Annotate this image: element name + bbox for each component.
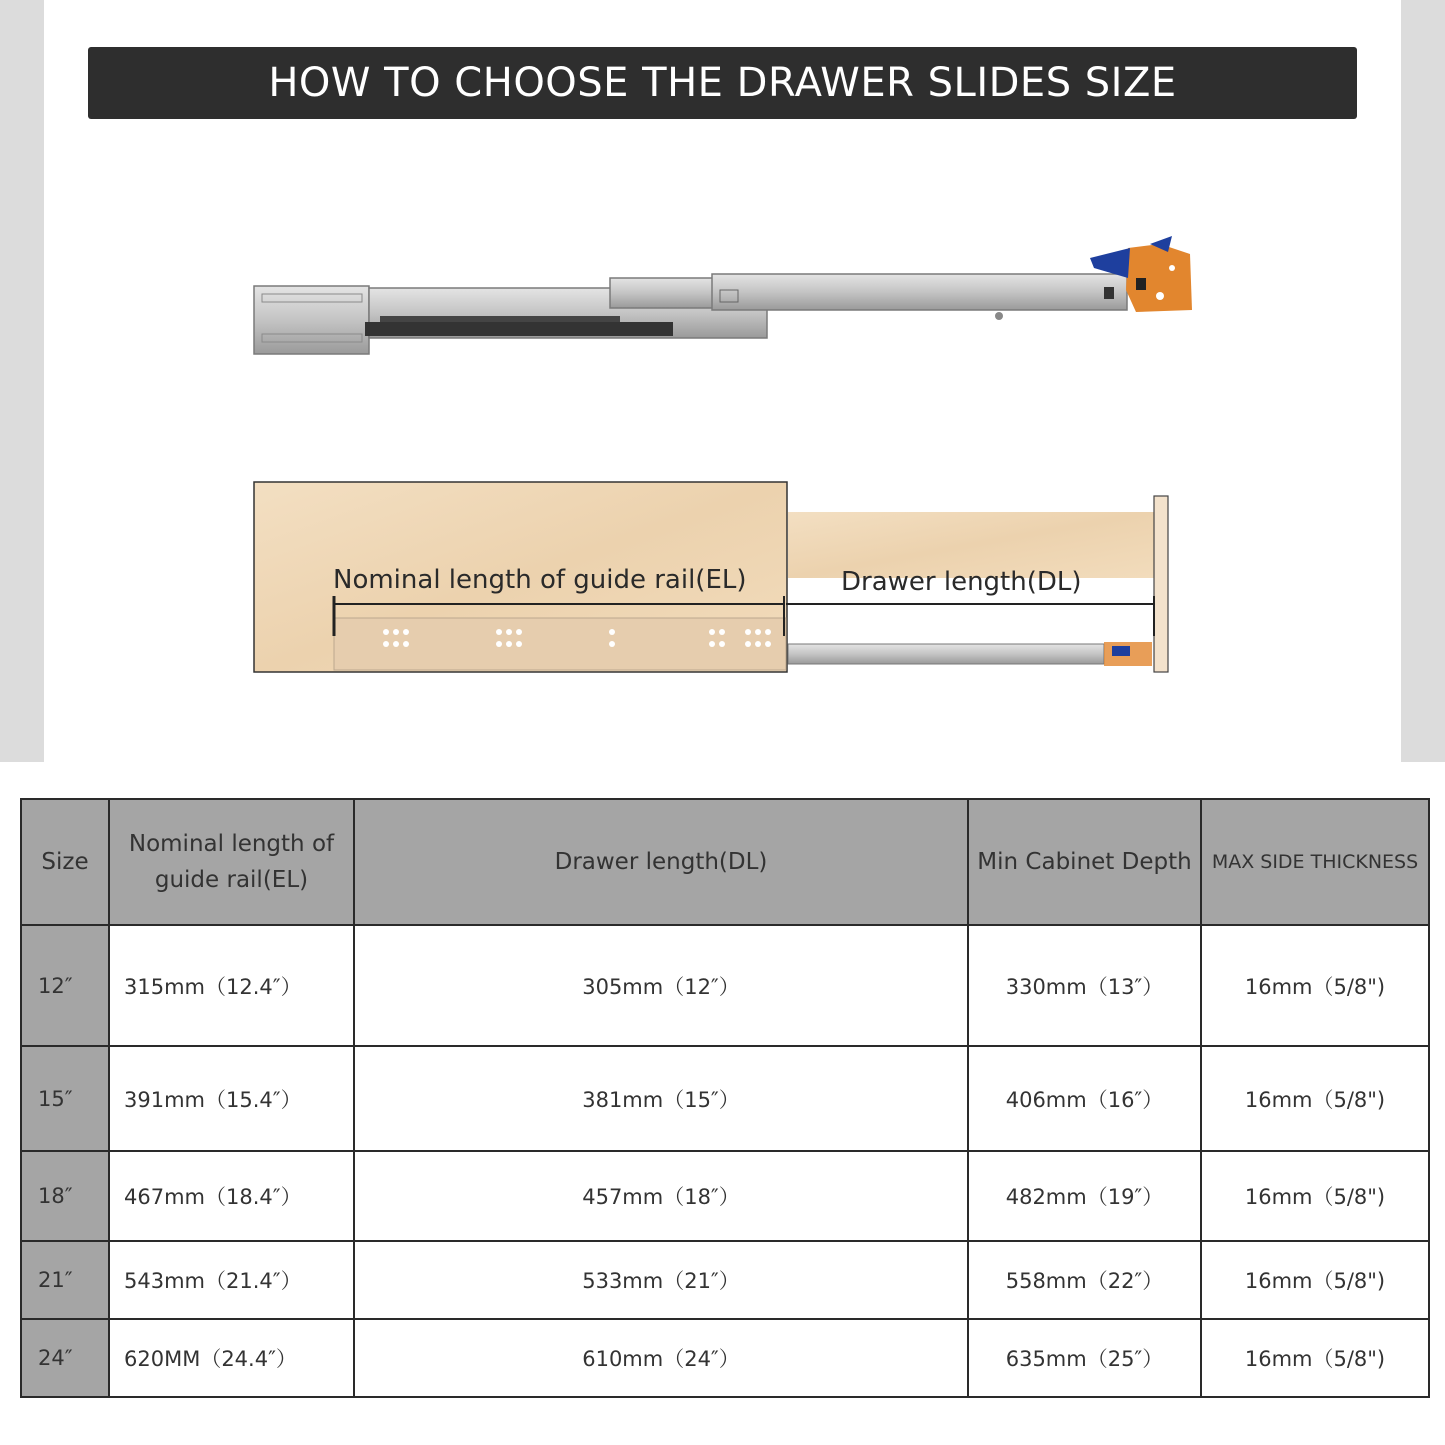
table-row [21,1241,1429,1319]
table-row [21,1151,1429,1241]
min-cabinet-depth-cell: 482mm（19″） [968,1151,1201,1241]
table-header-row [21,799,1429,925]
size-cell: 12″ [21,925,109,1046]
header-drawer-length: Drawer length(DL) [354,799,968,925]
header-size: Size [21,799,109,925]
el-dimension-label: Nominal length of guide rail(EL) [333,565,747,595]
drawer-length-cell: 305mm（12″） [354,925,968,1046]
page-title: HOW TO CHOOSE THE DRAWER SLIDES SIZE [88,47,1357,119]
max-side-thickness-cell: 16mm（5/8") [1201,1046,1429,1151]
nominal-length-cell: 543mm（21.4″） [109,1241,354,1319]
size-table [20,798,1430,1398]
drawer-length-cell: 381mm（15″） [354,1046,968,1151]
max-side-thickness-cell: 16mm（5/8") [1201,1319,1429,1397]
slide-rail-illustration [254,236,1192,354]
min-cabinet-depth-cell: 558mm（22″） [968,1241,1201,1319]
min-cabinet-depth-cell: 635mm（25″） [968,1319,1201,1397]
table-row [21,1046,1429,1151]
nominal-length-cell: 467mm（18.4″） [109,1151,354,1241]
drawer-length-cell: 610mm（24″） [354,1319,968,1397]
nominal-length-cell: 620MM（24.4″） [109,1319,354,1397]
header-max-side-thickness: MAX SIDE THICKNESS [1201,799,1429,925]
drawer-length-cell: 457mm（18″） [354,1151,968,1241]
size-cell: 18″ [21,1151,109,1241]
size-cell: 21″ [21,1241,109,1319]
header-nominal-length: Nominal length of guide rail(EL) [109,799,354,925]
size-cell: 15″ [21,1046,109,1151]
table-row [21,1319,1429,1397]
min-cabinet-depth-cell: 406mm（16″） [968,1046,1201,1151]
table-row [21,925,1429,1046]
nominal-length-cell: 391mm（15.4″） [109,1046,354,1151]
drawer-length-cell: 533mm（21″） [354,1241,968,1319]
header-min-cabinet-depth: Min Cabinet Depth [968,799,1201,925]
max-side-thickness-cell: 16mm（5/8") [1201,1241,1429,1319]
nominal-length-cell: 315mm（12.4″） [109,925,354,1046]
max-side-thickness-cell: 16mm（5/8") [1201,1151,1429,1241]
dl-dimension-label: Drawer length(DL) [841,567,1082,597]
size-cell: 24″ [21,1319,109,1397]
min-cabinet-depth-cell: 330mm（13″） [968,925,1201,1046]
max-side-thickness-cell: 16mm（5/8") [1201,925,1429,1046]
